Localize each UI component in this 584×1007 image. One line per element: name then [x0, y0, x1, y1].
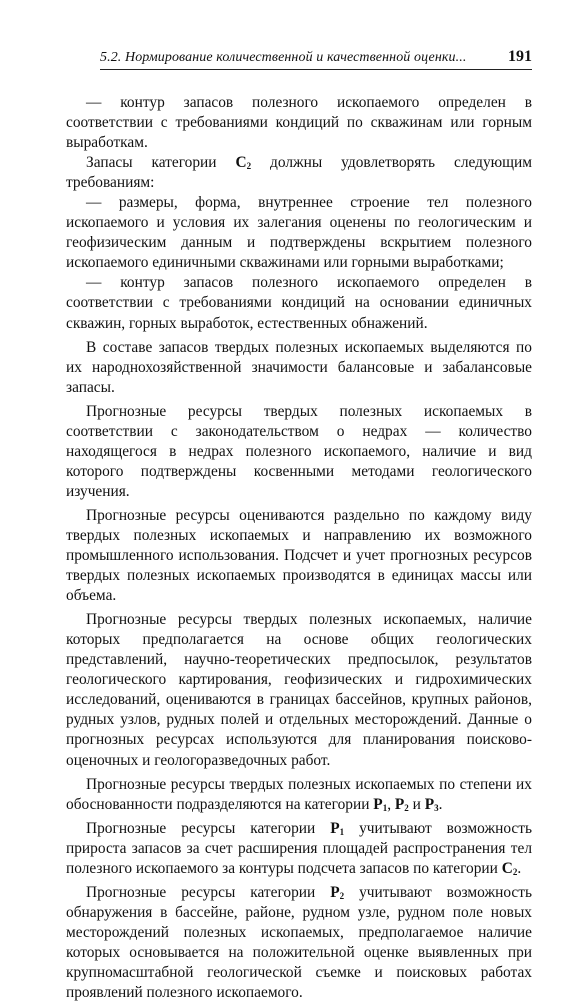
paragraph-c2-contour: — контур запасов полезного ископаемого определен в соответствии с требованиями кондиций на основании единичных скважин, горных выработок, естественных обнажений.	[66, 274, 532, 332]
category-c2-ref: $C_2$	[501, 859, 518, 877]
header-rule	[100, 69, 532, 70]
category-p1-ref: $P_1$	[330, 819, 345, 837]
p2-text-after: должны удовлетворять следующим требованиям:	[66, 154, 532, 192]
category-p2-ref: $P_2$	[330, 883, 345, 901]
paragraph-p2-resources: Прогнозные ресурсы категории $P_2$ учитывают возможность обнаружения в бассейне, районе, рудном узле, рудном поле новых месторождений полезных ископаемых, предполагаемое наличие которых основывается на положительной оценке выявленных при крупномасштабной геологической съемке и поисковых работах проявлений полезного ископаемого.	[66, 883, 532, 1002]
category-c2: $C_2$	[235, 154, 252, 172]
page-number: 191	[508, 48, 532, 65]
category-p2: $P_2$	[394, 795, 409, 813]
paragraph-p1-resources: Прогнозные ресурсы категории $P_1$ учитывают возможность прироста запасов за счет расширения площадей распространения тел полезного ископаемого за контуры подсчета запасов по категории $C_2$.	[66, 819, 532, 877]
paragraph-forecast-categories: Прогнозные ресурсы твердых полезных ископаемых по степени их обоснованности подразделяются на категории $P_1$, $P_2$ и $P_3$.	[66, 775, 532, 813]
paragraph-reserves-balance: В составе запасов твердых полезных ископаемых выделяются по их народнохозяйственной значимости балансовые и забалансовые запасы.	[66, 338, 532, 396]
paragraph-c2-requirements	[66, 153, 532, 193]
paragraph-forecast-usage: Прогнозные ресурсы твердых полезных ископаемых, наличие которых предполагается на основе общих геологических представлений, научно-теоретических предпосылок, результатов геологического картирования, геофизических и гидрохимических исследований, оцениваются в границах бассейнов, крупных районов, рудных узлов, рудных полей и отдельных месторождений. Данные о прогнозных ресурсах используются для планирования поисково-оценочных и геологоразведочных работ.	[66, 611, 532, 769]
running-head	[100, 48, 532, 70]
p2-text-before: Запасы категории	[86, 154, 236, 172]
body-text	[66, 93, 532, 1007]
header-title: 5.2. Нормирование количественной и качественной оценки...	[100, 50, 467, 65]
paragraph-forecast-definition: Прогнозные ресурсы твердых полезных ископаемых в соответствии с законодательством о недрах — количество находящегося в недрах полезного ископаемого, наличие и вид которого подтверждены косвенными методами геологического изучения.	[66, 402, 532, 500]
category-p1: $P_1$	[373, 795, 388, 813]
paragraph-contour-c1: — контур запасов полезного ископаемого определен в соответствии с требованиями кондиций по скважинам или горным выработкам.	[66, 94, 532, 152]
paragraph-forecast-assessment: Прогнозные ресурсы оцениваются раздельно по каждому виду твердых полезных ископаемых и направлению их возможного промышленного использования. Подсчет и учет прогнозных ресурсов твердых полезных ископаемых производятся в единицах массы или объема.	[66, 506, 532, 605]
paragraph-c2-size-form: — размеры, форма, внутреннее строение тел полезного ископаемого и условия их залегания оценены по геологическим и геофизическим данным и подтверждены вскрытием полезного ископаемого единичными скважинами или горными выработками;	[66, 194, 532, 272]
category-p3: $P_3$	[424, 795, 439, 813]
